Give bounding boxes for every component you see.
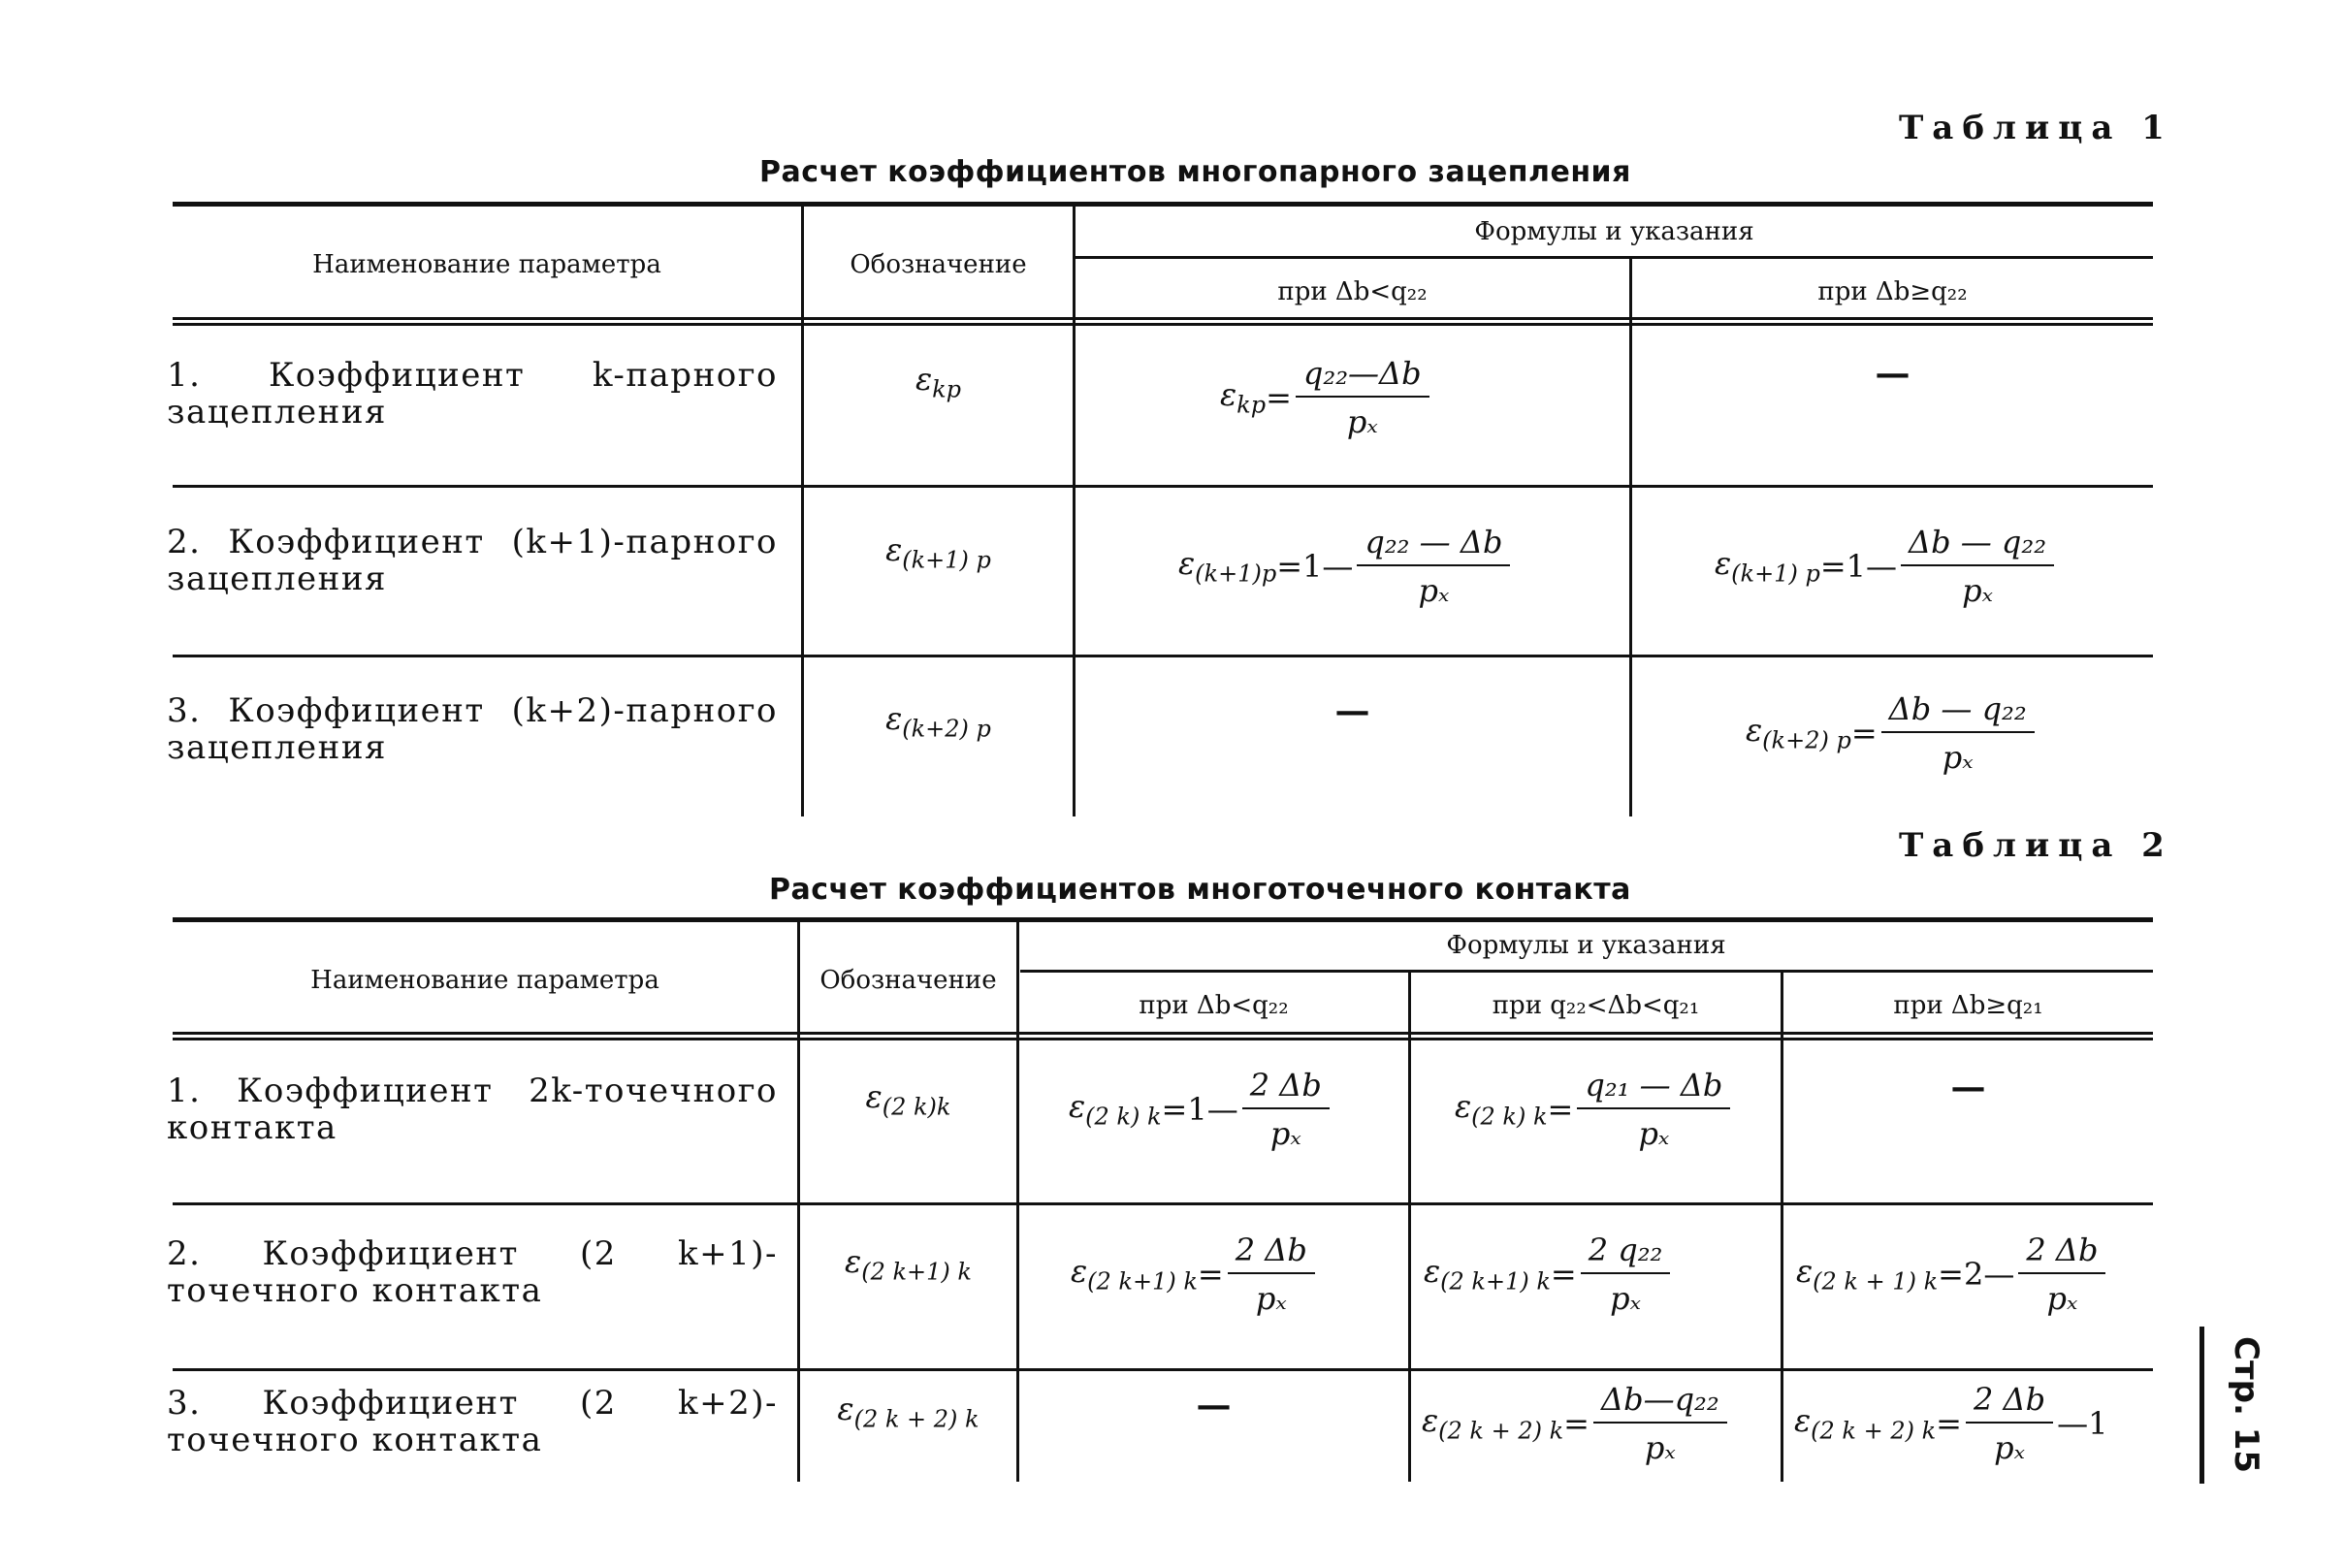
t2-row2-name: 2. Коэффициент (2 k+1)-точечного контакта (167, 1234, 778, 1310)
t1-row3-name: 3. Коэффициент (k+2)-парного зацепления (167, 691, 778, 767)
t2-header-case2: при q₂₂<Δb<q₂₁ (1492, 991, 1700, 1020)
t1-row2-formula2: $\varepsilon_{(k+1) p}$ =1— $\frac{\text{Δb — q₂₂}}{\text{pₓ}}$ (1715, 524, 2058, 609)
t1-row3-formula2: $\varepsilon_{(k+2) p}$ = $\frac{\text{Δb — q₂₂}}{\text{pₓ}}$ (1746, 690, 2039, 776)
t1-row3-case1-dash: — (1334, 690, 1370, 731)
t2-row2-formula1: $\varepsilon_{(2 k+1) k}$ = $\frac{2 \Delta b}{\text{pₓ}}$ (1071, 1232, 1319, 1317)
t2-header-formulas: Формулы и указания (1446, 931, 1726, 960)
t1-header-case1: при Δb<q₂₂ (1277, 277, 1428, 306)
t1-row2-formula1: $\varepsilon_{(k+1)p}$ =1— $\frac{\text{q₂₂ — Δb}}{\text{pₓ}}$ (1178, 524, 1514, 609)
table1-title: Расчет коэффициентов многопарного зацепления (759, 155, 1631, 189)
t1-row3-symbol: $\varepsilon_{(k+2) p}$ (885, 700, 991, 743)
page-number-rule (2200, 1327, 2204, 1484)
t2-row2-formula2: $\varepsilon_{(2 k+1) k}$ = $\frac{\text{2 q₂₂}}{\text{pₓ}}$ (1424, 1232, 1674, 1317)
t2-row3-name: 3. Коэффициент (2 k+2)-точечного контакта (167, 1384, 778, 1459)
t2-row3-formula3: $\varepsilon_{(2 k + 2) k}$ = $\frac{2 \Delta b}{\text{pₓ}}$ —1 (1794, 1381, 2108, 1466)
t2-header-symbol: Обозначение (819, 966, 997, 995)
t1-row1-symbol: $\varepsilon_{kp}$ (915, 361, 962, 403)
t1-row2-symbol: $\varepsilon_{(k+1) p}$ (885, 531, 991, 574)
t2-header-case1: при Δb<q₂₂ (1139, 991, 1289, 1020)
t2-header-case3: при Δb≥q₂₁ (1893, 991, 2043, 1020)
t2-row1-formula1: $\varepsilon_{(2 k) k}$ =1— $\frac{2 \Delta b}{\text{pₓ}}$ (1069, 1067, 1333, 1152)
t2-row2-symbol: $\varepsilon_{(2 k+1) k}$ (845, 1243, 972, 1286)
t1-row1-case2-dash: — (1875, 353, 1911, 394)
table2-title: Расчет коэффициентов многоточечного контакта (769, 873, 1631, 907)
t1-row1-name: 1. Коэффициент k-парного зацепления (167, 356, 778, 432)
t2-header-param: Наименование параметра (310, 966, 659, 995)
table2-label: Таблица 2 (1899, 826, 2173, 865)
t1-row1-formula1: $\varepsilon_{kp}$ = $\frac{\text{q₂₂—Δb}}{\text{pₓ}}$ (1220, 355, 1433, 440)
t2-row1-case3-dash: — (1950, 1067, 1986, 1107)
t2-row1-formula2: $\varepsilon_{(2 k) k}$ = $\frac{\text{q₂₁ — Δb}}{\text{pₓ}}$ (1455, 1067, 1734, 1152)
t2-row3-symbol: $\varepsilon_{(2 k + 2) k}$ (837, 1391, 979, 1433)
t2-row3-formula2: $\varepsilon_{(2 k + 2) k}$ = $\frac{\text{Δb—q₂₂}}{\text{pₓ}}$ (1422, 1381, 1731, 1466)
t1-header-formulas: Формулы и указания (1474, 217, 1754, 246)
t1-header-case2: при Δb≥q₂₂ (1817, 277, 1968, 306)
page-number: Стр. 15 (2227, 1336, 2265, 1474)
t2-row1-symbol: $\varepsilon_{(2 k)k}$ (865, 1078, 951, 1121)
t2-row1-name: 1. Коэффициент 2k-точечного контакта (167, 1072, 778, 1147)
t1-header-param: Наименование параметра (312, 250, 661, 279)
t1-row2-name: 2. Коэффициент (k+1)-парного зацепления (167, 523, 778, 598)
t2-row3-case1-dash: — (1196, 1385, 1232, 1425)
t2-row2-formula3: $\varepsilon_{(2 k + 1) k}$ =2— $\frac{2 \Delta b}{\text{pₓ}}$ (1796, 1232, 2109, 1317)
t1-header-symbol: Обозначение (850, 250, 1027, 279)
table1-label: Таблица 1 (1899, 109, 2173, 147)
